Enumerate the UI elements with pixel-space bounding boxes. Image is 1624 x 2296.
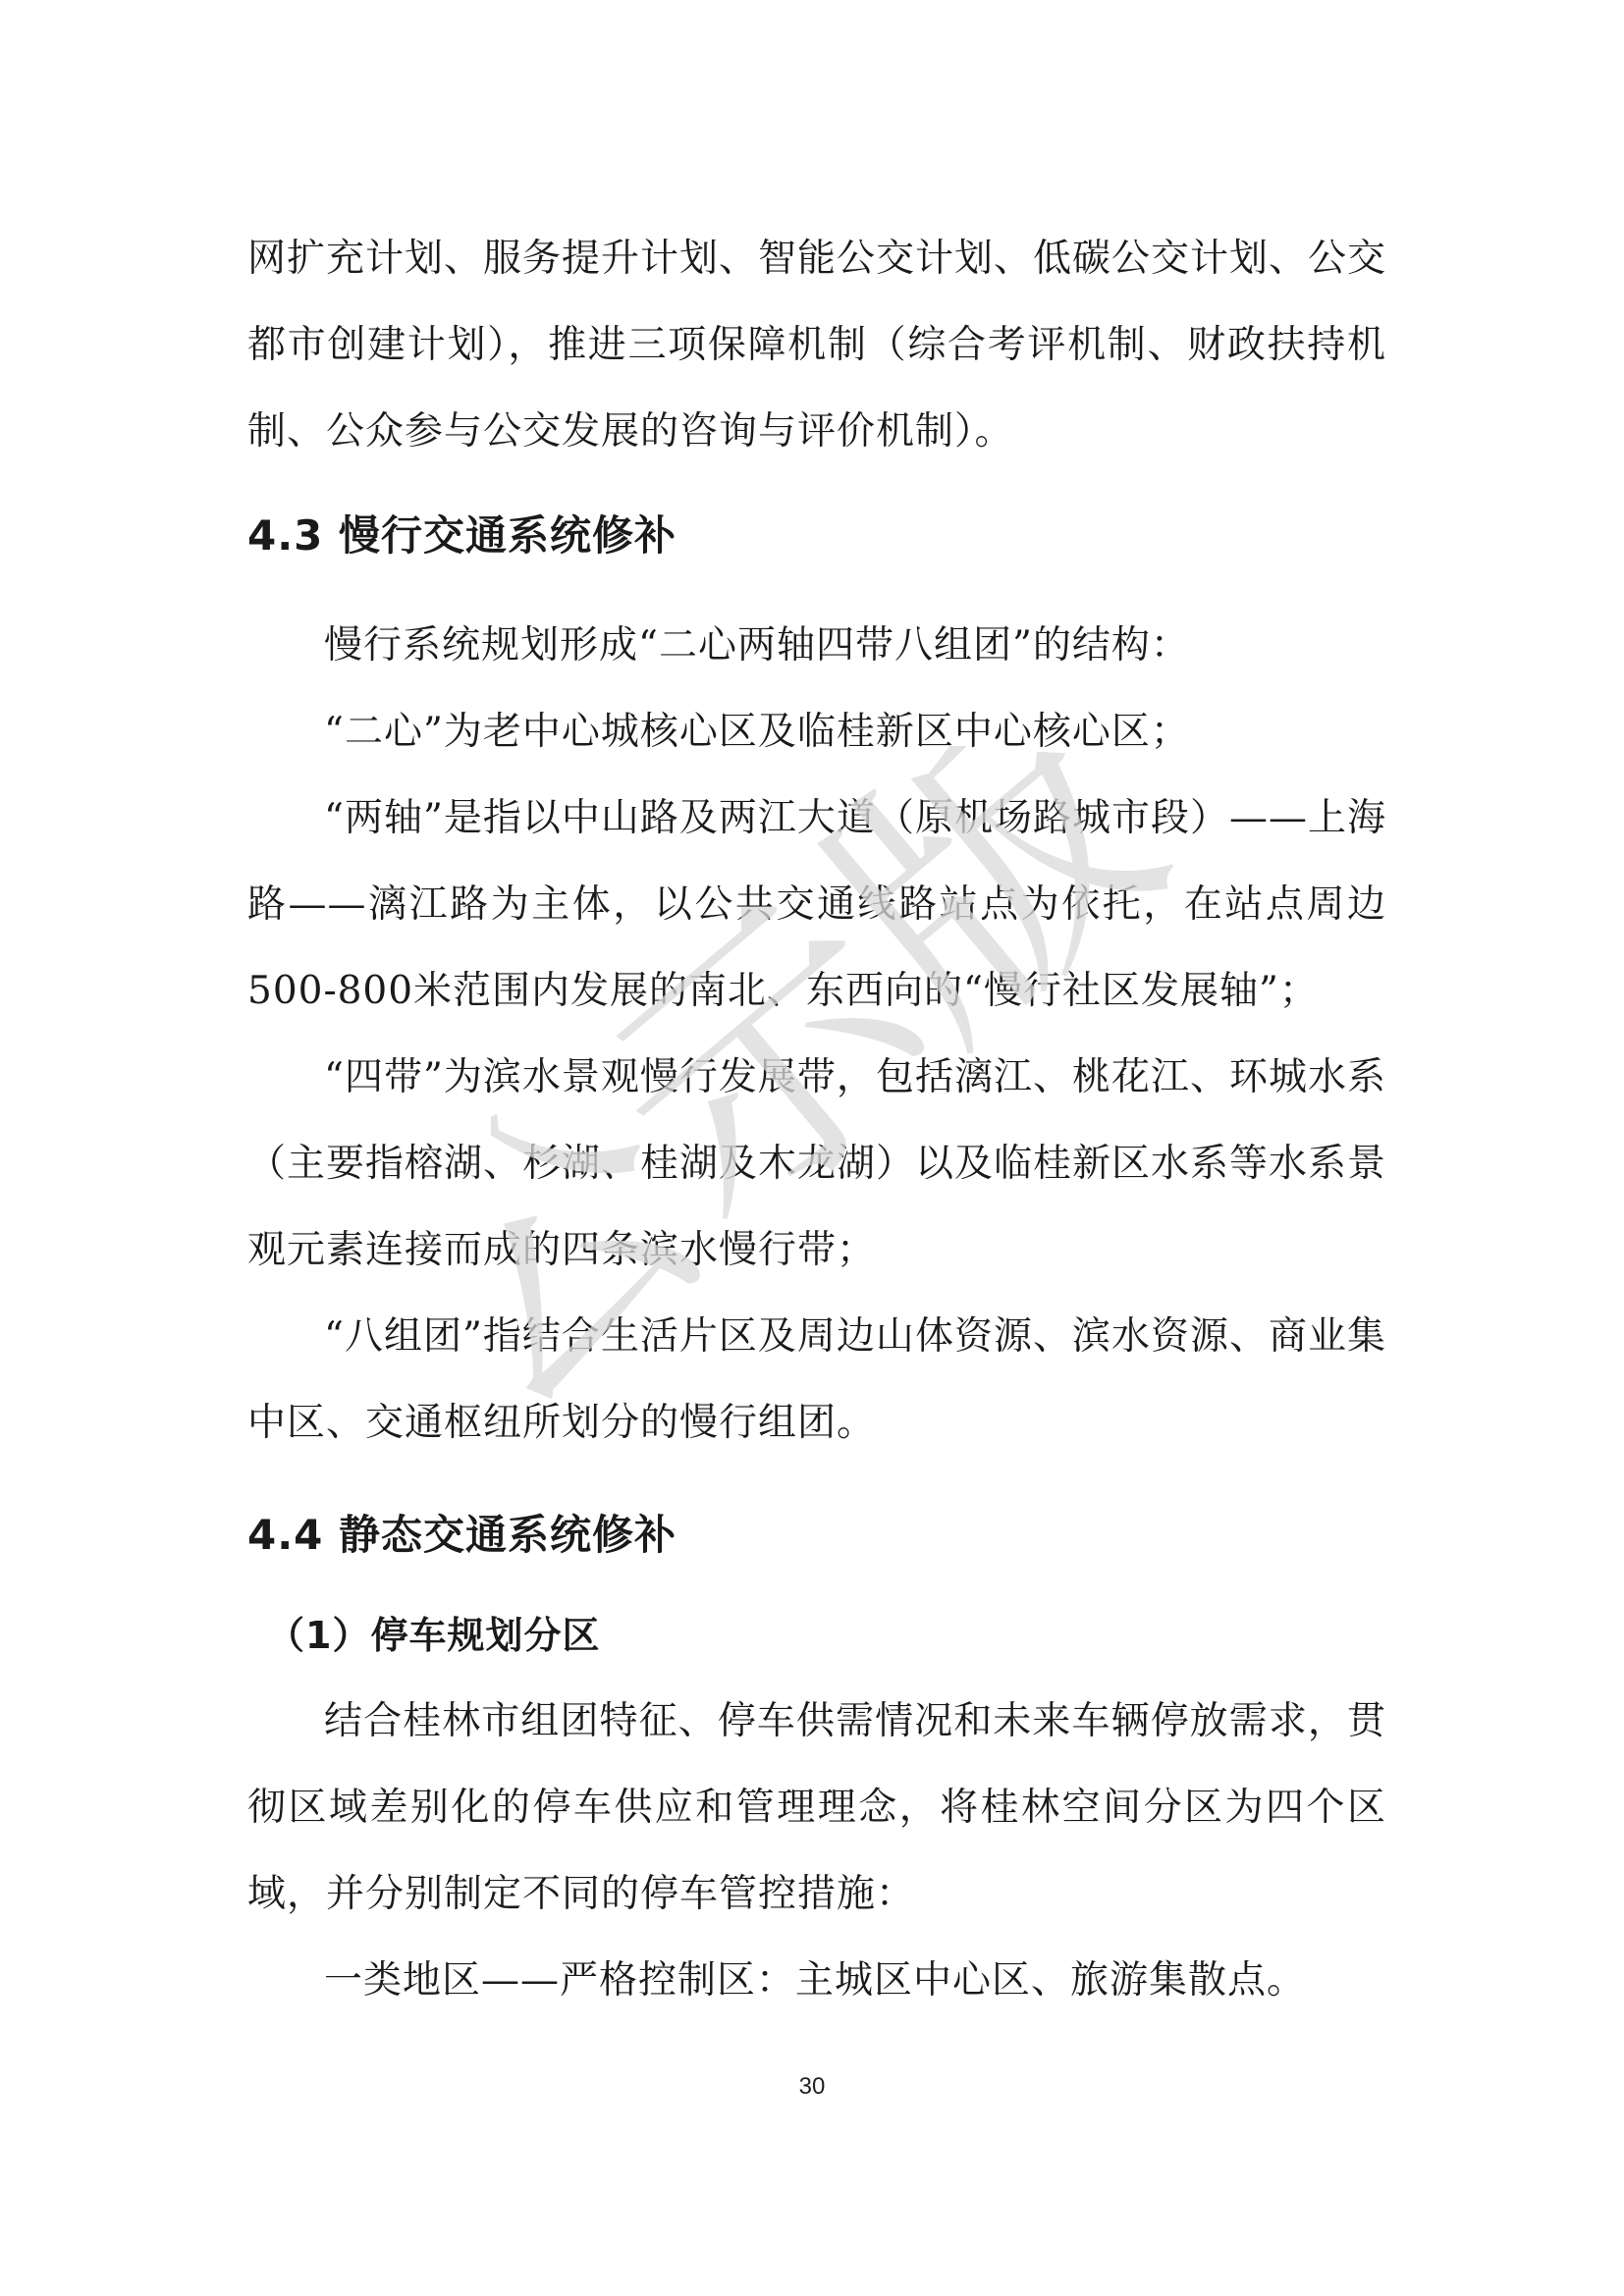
paragraph-continued: 网扩充计划、服务提升计划、智能公交计划、低碳公交计划、公交都市创建计划），推进三项保障机制（综合考评机制、财政扶持机制、公众参与公交发展的咨询与评价机制）。 — [247, 237, 1387, 454]
section-4-4-heading: 4.4 静态交通系统修补 — [247, 1511, 677, 1559]
section-4-3-paragraph: “四带”为滨水景观慢行发展带，包括漓江、桃花江、环城水系（主要指榕湖、杉湖、桂湖及木龙湖）以及临桂新区水系等水系景观元素连接而成的四条滨水慢行带； — [247, 1055, 1387, 1272]
section-4-3-paragraph: “八组团”指结合生活片区及周边山体资源、滨水资源、商业集中区、交通枢纽所划分的慢行组团。 — [247, 1314, 1386, 1445]
page-content — [247, 216, 1386, 2024]
section-4-4-paragraph: 一类地区——严格控制区：主城区中心区、旅游集散点。 — [324, 1958, 1307, 2002]
section-4-3-paragraph: “二心”为老中心城核心区及临桂新区中心核心区； — [324, 710, 1190, 754]
subsection-heading: （1）停车规划分区 — [267, 1614, 601, 1657]
section-4-4-paragraph: 结合桂林市组团特征、停车供需情况和未来车辆停放需求，贯彻区域差别化的停车供应和管理理念，将桂林空间分区为四个区域，并分别制定不同的停车管控措施： — [247, 1699, 1386, 1916]
section-4-3-heading: 4.3 慢行交通系统修补 — [247, 511, 677, 560]
section-4-3-paragraph: 慢行系统规划形成“二心两轴四带八组团”的结构： — [324, 623, 1190, 667]
svg-text:公示版: 公示版 — [491, 746, 1178, 1476]
section-4-3-paragraph: “两轴”是指以中山路及两江大道（原机场路城市段）——上海路——漓江路为主体，以公共交通线路站点为依托，在站点周边500-800米范围内发展的南北、东西向的“慢行社区发展轴”； — [247, 796, 1386, 1013]
page-number: 30 — [798, 2073, 826, 2100]
